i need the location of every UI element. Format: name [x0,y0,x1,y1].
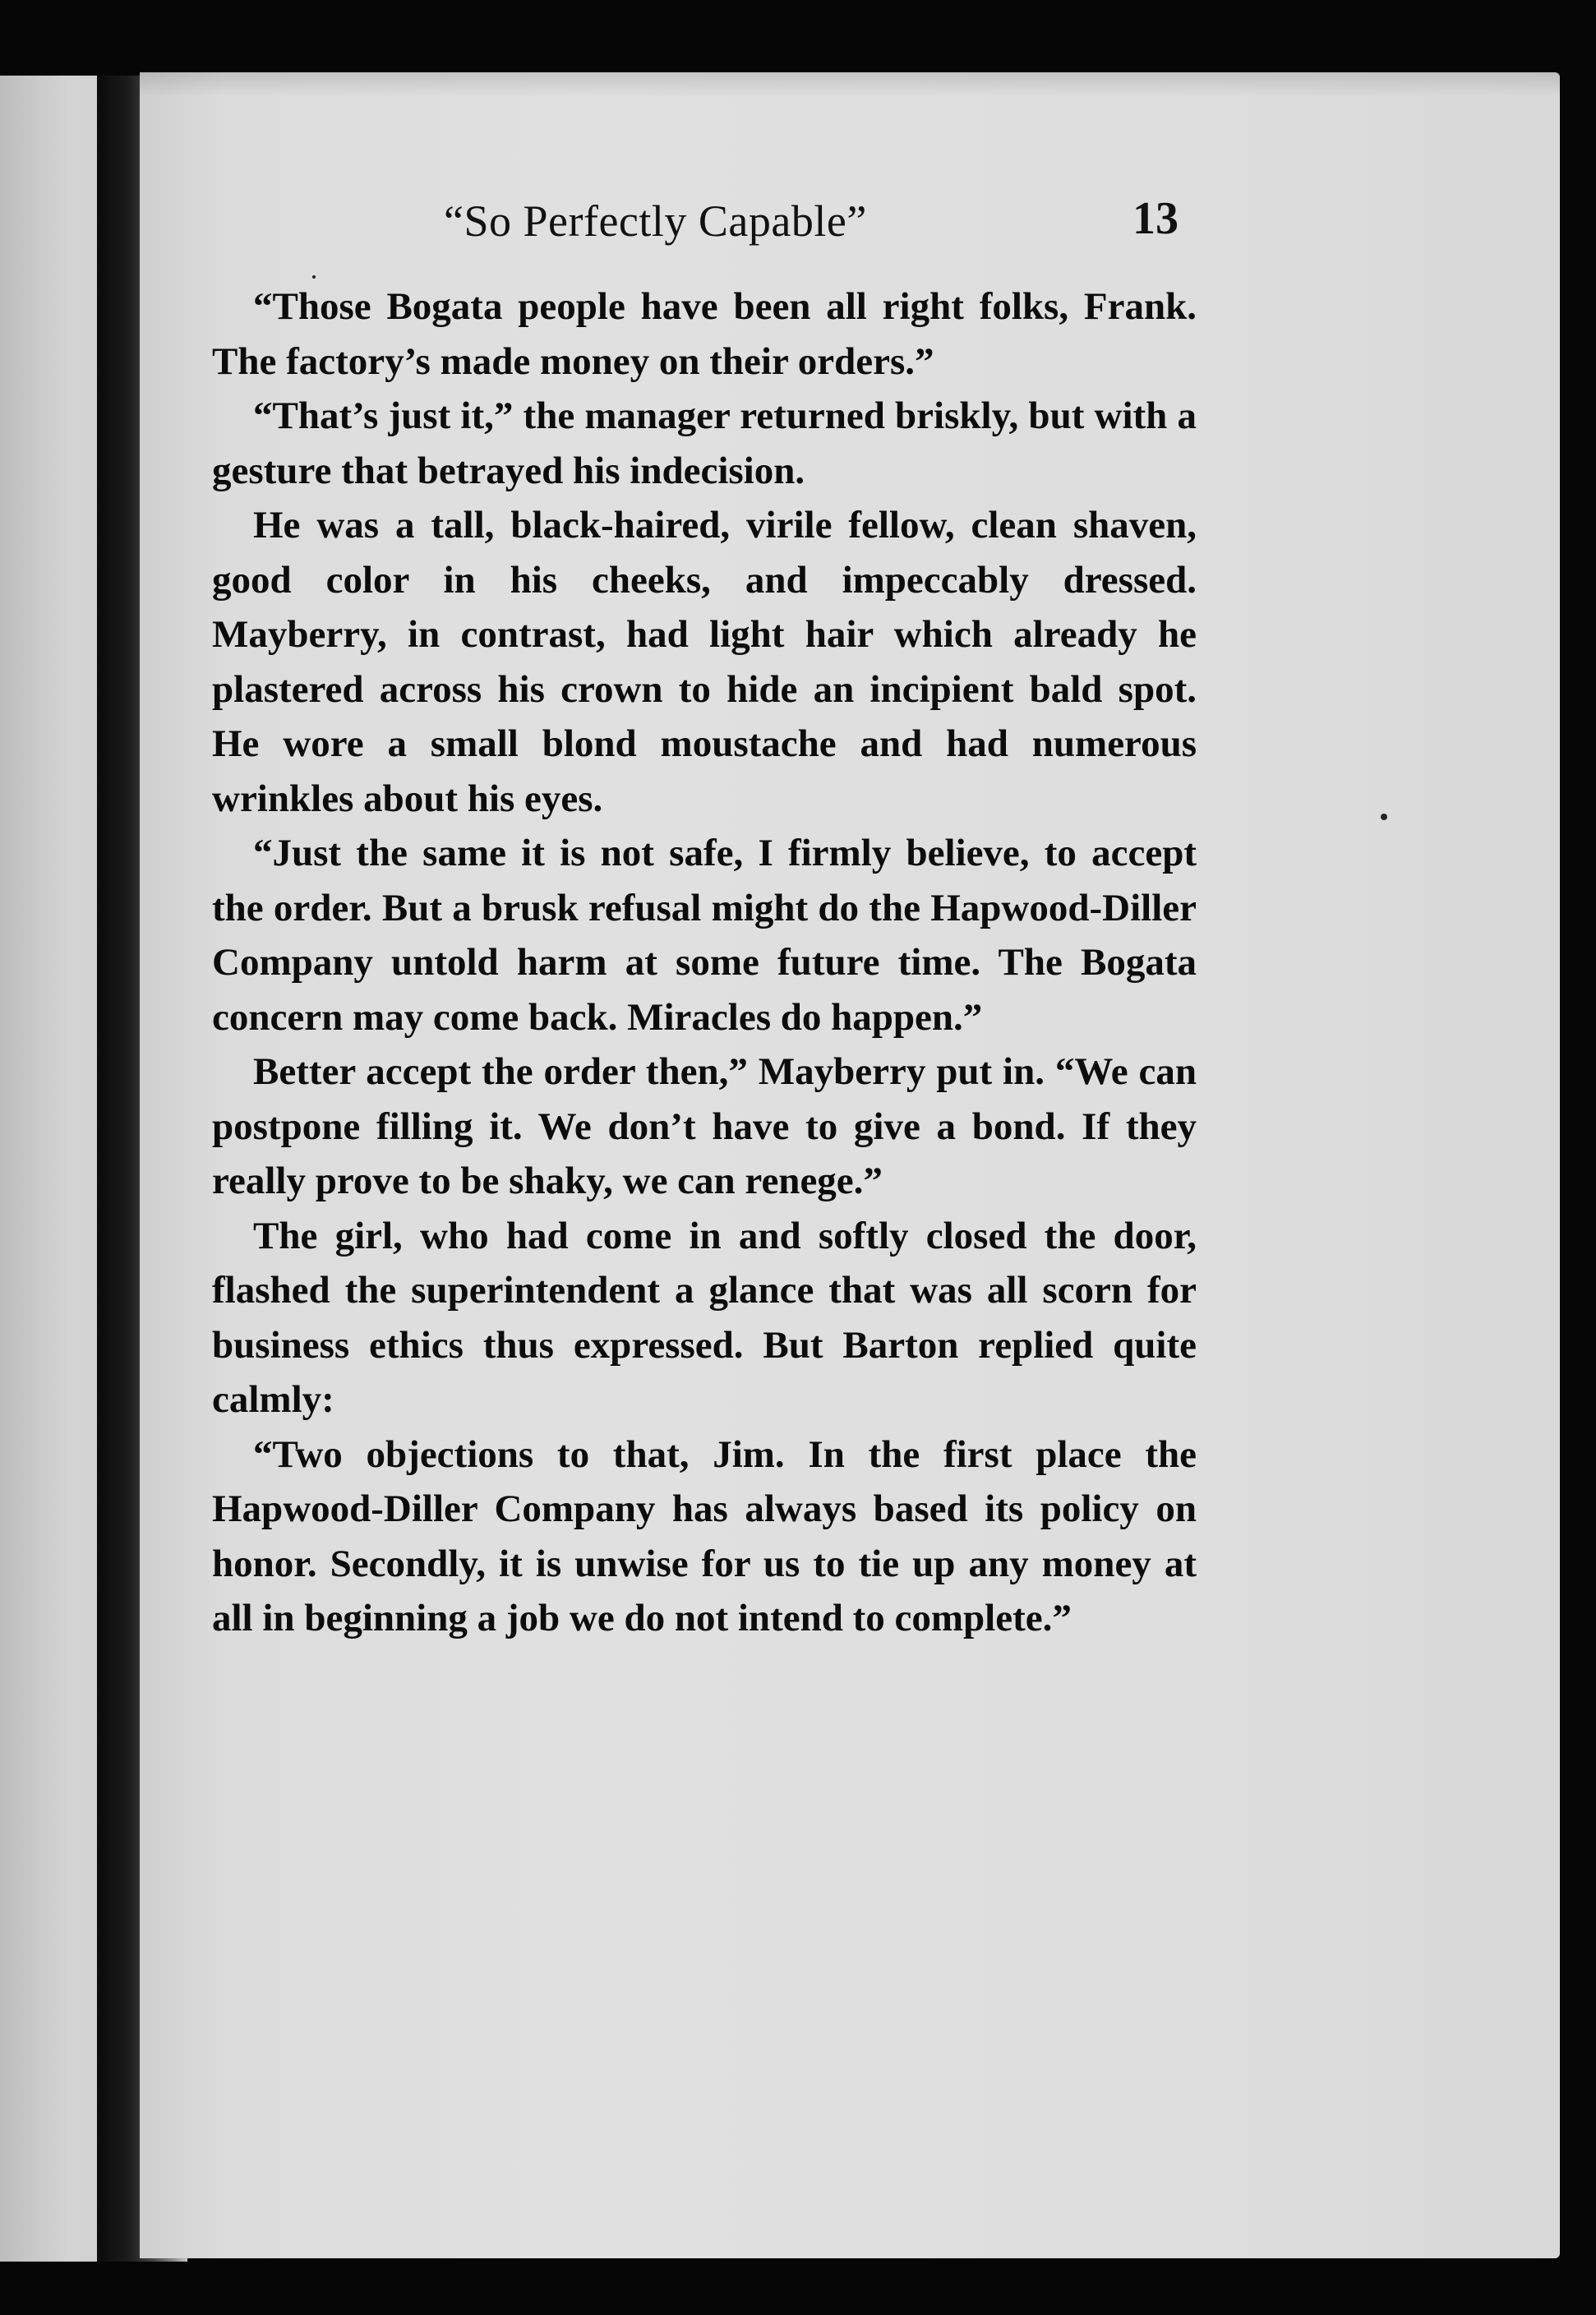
running-title: “So Perfectly Capable” [444,196,867,246]
paragraph: “That’s just it,” the manager returned briskly, but with a gesture that betrayed his indecision. [212,394,1197,492]
paragraph: “Two objections to that, Jim. In the first place the Hapwood-Diller Company has always based its policy on honor. Secondly, it is unwise for us to tie up any money at all in beginning a job we do not intend to complete.” [212,1432,1197,1639]
paragraph: The girl, who had come in and softly closed the door, flashed the superintendent a glance that was all scorn for business ethics thus expressed. But Barton replied quite calmly: [212,1214,1197,1421]
paragraph: “Those Bogata people have been all right folks, Frank. The factory’s made money on their orders.” [212,285,1197,383]
paragraph: Better accept the order then,” Mayberry put in. “We can postpone filling it. We don’t have to give a bond. If they really prove to be shaky, we can renege.” [212,1050,1197,1202]
page-number: 13 [1132,193,1179,244]
paragraph: He was a tall, black-haired, virile fellow, clean shaven, good color in his cheeks, and impeccably dressed. Mayberry, in contrast, had light hair which already he plastered across his crown to hide an incipient bald spot. He wore a small blond moustache and had numerous wrinkles about his eyes. [212,504,1197,820]
scan-speck [312,275,316,279]
page-top-shadow [140,72,1560,97]
paragraph: “Just the same it is not safe, I firmly believe, to accept the order. But a brusk refusal might do the Hapwood-Diller Company untold harm at some future time. The Bogata concern may come back. Miracles do happen.” [212,832,1197,1039]
running-header [444,193,1183,261]
body-text [212,279,1197,1646]
scan-speck [1381,814,1387,820]
